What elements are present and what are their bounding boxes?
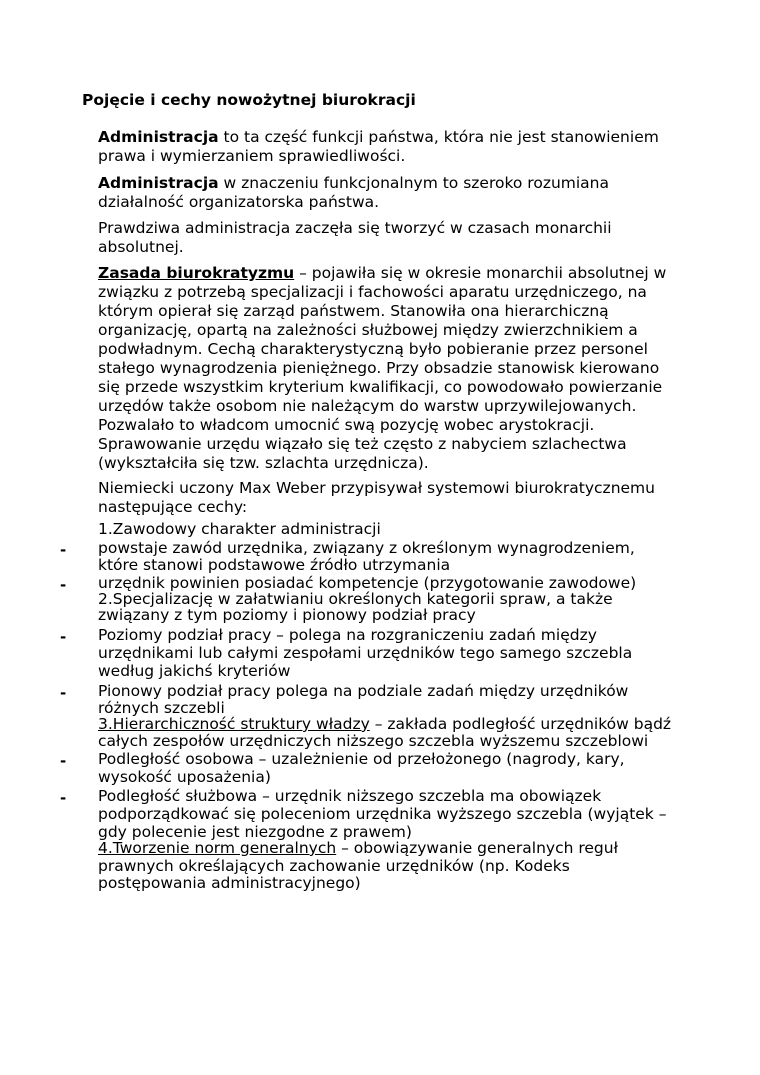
list-item: urzędnikami lub całymi zespołami urzędników tego samego szczebla — [98, 644, 633, 662]
p4-line-1 — [98, 264, 666, 282]
list-heading-3 — [98, 715, 671, 733]
bullet-dash: - — [60, 752, 67, 770]
list-heading-4: postępowania administracyjnego) — [98, 874, 361, 892]
p1-lead: Administracja — [98, 128, 219, 146]
list-item: podporządkować się poleceniom urzędnika wyższego szczebla (wyjątek – — [98, 805, 667, 823]
p4-line: organizację, opartą na zależności służbowej między zwierzchnikiem a — [98, 321, 638, 339]
p4-line: urzędów także osobom nie należącym do warstw uprzywilejowanych. — [98, 397, 637, 415]
list-item: Podległość osobowa – uzależnienie od przełożonego (nagrody, kary, — [98, 750, 625, 768]
p2-line-1 — [98, 174, 609, 192]
bullet-dash: - — [60, 628, 67, 646]
p5-line-1: Niemiecki uczony Max Weber przypisywał systemowi biurokratycznemu — [98, 479, 655, 497]
list-heading-4: prawnych określających zachowanie urzędników (np. Kodeks — [98, 857, 570, 875]
heading-3-underlined: 3.Hierarchiczność struktury władzy — [98, 715, 370, 733]
p4-lead: Zasada biurokratyzmu — [98, 264, 295, 282]
p1-line-2: prawa i wymierzaniem sprawiedliwości. — [98, 147, 406, 165]
p2-text: w znaczeniu funkcjonalnym to szeroko rozumiana — [218, 174, 610, 192]
list-heading-4 — [98, 839, 618, 857]
bullet-dash: - — [60, 576, 67, 594]
p1-line-1 — [98, 128, 659, 146]
p3-line-1: Prawdziwa administracja zaczęła się tworzyć w czasach monarchii — [98, 219, 612, 237]
p4-line: się przede wszystkim kryterium kwalifikacji, co powodowało powierzanie — [98, 378, 663, 396]
list-heading-2: związany z tym poziomy i pionowy podział pracy — [98, 606, 476, 624]
list-item: różnych szczebli — [98, 699, 225, 717]
heading-4-text: – obowiązywanie generalnych reguł — [336, 839, 618, 857]
p4-text: – pojawiła się w okresie monarchii absolutnej w — [294, 264, 667, 282]
list-item: Pionowy podział pracy polega na podziale zadań między urzędników — [98, 682, 629, 700]
p4-line: (wykształciła się tzw. szlachta urzędnicza). — [98, 454, 429, 472]
list-item: gdy polecenie jest niezgodne z prawem) — [98, 823, 412, 841]
p2-lead: Administracja — [98, 174, 219, 192]
bullet-dash: - — [60, 789, 67, 807]
list-item: Podległość służbowa – urzędnik niższego szczebla ma obowiązek — [98, 787, 602, 805]
p4-line: związku z potrzebą specjalizacji i fachowości aparatu urzędniczego, na — [98, 283, 647, 301]
list-heading-2: 2.Specjalizację w załatwianiu określonych kategorii spraw, a także — [98, 590, 613, 608]
list-item: powstaje zawód urzędnika, związany z określonym wynagrodzeniem, — [98, 539, 635, 557]
list-item: które stanowi podstawowe źródło utrzymania — [98, 556, 451, 574]
list-item: według jakichś kryteriów — [98, 662, 291, 680]
bullet-dash: - — [60, 684, 67, 702]
p1-text: to ta część funkcji państwa, która nie jest stanowieniem — [218, 128, 659, 146]
heading-3-text: – zakłada podległość urzędników bądź — [369, 715, 672, 733]
p4-line: podwładnym. Cechą charakterystyczną było pobieranie przez personel — [98, 340, 648, 358]
p4-line: którym opierał się zarząd państwem. Stanowiła ona hierarchiczną — [98, 302, 609, 320]
p5-line-2: następujące cechy: — [98, 498, 248, 516]
list-item: Poziomy podział pracy – polega na rozgraniczeniu zadań między — [98, 626, 597, 644]
p3-line-2: absolutnej. — [98, 238, 184, 256]
p4-line: Sprawowanie urzędu wiązało się też często z nabyciem szlachectwa — [98, 435, 627, 453]
p2-line-2: działalność organizatorska państwa. — [98, 193, 380, 211]
list-heading-3: całych zespołów urzędniczych niższego szczebla wyższemu szczeblowi — [98, 732, 649, 750]
bullet-dash: - — [60, 541, 67, 559]
page-title: Pojęcie i cechy nowożytnej biurokracji — [82, 91, 416, 109]
heading-4-underlined: 4.Tworzenie norm generalnych — [98, 839, 337, 857]
p4-line: stałego wynagrodzenia pieniężnego. Przy obsadzie stanowisk kierowano — [98, 359, 660, 377]
list-item: urzędnik powinien posiadać kompetencje (przygotowanie zawodowe) — [98, 574, 637, 592]
list-item: wysokość uposażenia) — [98, 768, 271, 786]
p4-line: Pozwalało to władcom umocnić swą pozycję wobec arystokracji. — [98, 416, 595, 434]
list-heading-1: 1.Zawodowy charakter administracji — [98, 520, 381, 538]
